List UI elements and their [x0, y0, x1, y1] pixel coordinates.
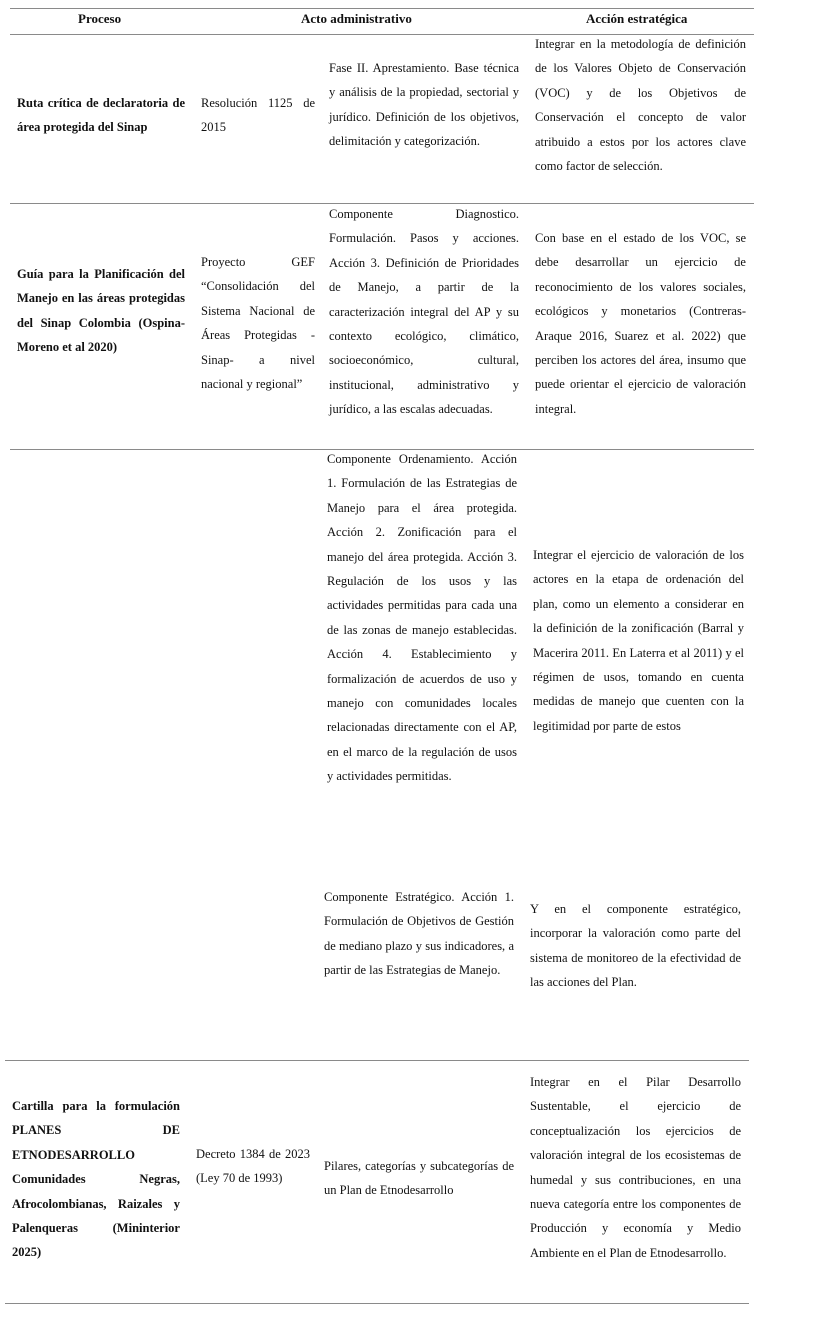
row5-proceso: Cartilla para la formulación PLANES DE ETNODESARROLLO Comunidades Negras, Afrocolombianas, Raizales y Palenqueras (Mininterior 2025) [12, 1099, 180, 1260]
header-acto-administrativo: Acto administrativo [301, 11, 412, 26]
row3-accion: Integrar el ejercicio de valoración de los actores en la etapa de ordenación del plan, como un elemento a considerar en la definición de la zonificación (Barral y Macerira 2011. En Laterra et al 2011) y el régimen de usos, tomando en cuenta medidas de manejo que cuenten con la legitimidad por parte de estos [533, 548, 744, 733]
row2-accion: Con base en el estado de los VOC, se debe desarrollar un ejercicio de reconocimiento de los valores sociales, ecológicos y monetarios (Contreras-Araque 2016, Suarez et al. 2022) que perciben los actores del área, insumo que puede orientar el ejercicio de valoración integral. [535, 231, 746, 416]
row2-detalle: Componente Diagnostico. Formulación. Pasos y acciones. Acción 3. Definición de Prioridades de Manejo, a partir de la caracterización integral del AP y su contexto ecológico, climático, socioeconómico, cultural, institucional, administrativo y jurídico, a las escalas adecuadas. [329, 207, 519, 417]
row1-detalle: Fase II. Aprestamiento. Base técnica y análisis de la propiedad, sectorial y jurídico. Definición de los objetivos, delimitación y categorización. [329, 61, 519, 149]
table-top-rule [10, 8, 754, 9]
header-proceso: Proceso [78, 11, 122, 26]
row4-detalle: Componente Estratégico. Acción 1. Formulación de Objetivos de Gestión de mediano plazo y sus indicadores, a partir de las Estrategias de Manejo. [324, 890, 514, 978]
row5-detalle: Pilares, categorías y subcategorías de un Plan de Etnodesarrollo [324, 1159, 514, 1198]
row-divider [5, 1060, 749, 1061]
row5-acto: Decreto 1384 de 2023 (Ley 70 de 1993) [196, 1147, 310, 1186]
row2-proceso: Guía para la Planificación del Manejo en las áreas protegidas del Sinap Colombia (Ospina-Moreno et al 2020) [17, 267, 185, 355]
row4-accion: Y en el componente estratégico, incorporar la valoración como parte del sistema de monitoreo de la efectividad de las acciones del Plan. [530, 902, 741, 990]
row5-accion: Integrar en el Pilar Desarrollo Sustentable, el ejercicio de conceptualización los ejercicios de valoración integral de los ecosistemas de humedal y sus contribuciones, en una nueva categoría entre los componentes de Producción y economía y Medio Ambiente en el Plan de Etnodesarrollo. [530, 1075, 741, 1260]
table-bottom-rule [5, 1303, 749, 1304]
row2-acto: Proyecto GEF “Consolidación del Sistema Nacional de Áreas Protegidas - Sinap- a nivel nacional y regional” [201, 255, 315, 392]
row1-acto: Resolución 1125 de 2015 [201, 96, 315, 135]
row1-proceso: Ruta crítica de declaratoria de área protegida del Sinap [17, 96, 185, 135]
header-accion-estrategica: Acción estratégica [586, 11, 688, 26]
row3-detalle: Componente Ordenamiento. Acción 1. Formulación de las Estrategias de Manejo para el área protegida. Acción 2. Zonificación para el manejo del área protegida. Acción 3. Regulación de los usos y las actividades permitidas para cada una de las zonas de manejo establecidas. Acción 4. Establecimiento y formalización de acuerdos de uso y manejo con comunidades locales relacionadas directamente con el AP, en el marco de la regulación de usos y actividades permitidas. [327, 452, 517, 784]
row1-accion: Integrar en la metodología de definición de los Valores Objeto de Conservación (VOC) y de los Objetivos de Conservación el concepto de valor atribuido a estos por los actores clave como factor de selección. [535, 37, 746, 174]
